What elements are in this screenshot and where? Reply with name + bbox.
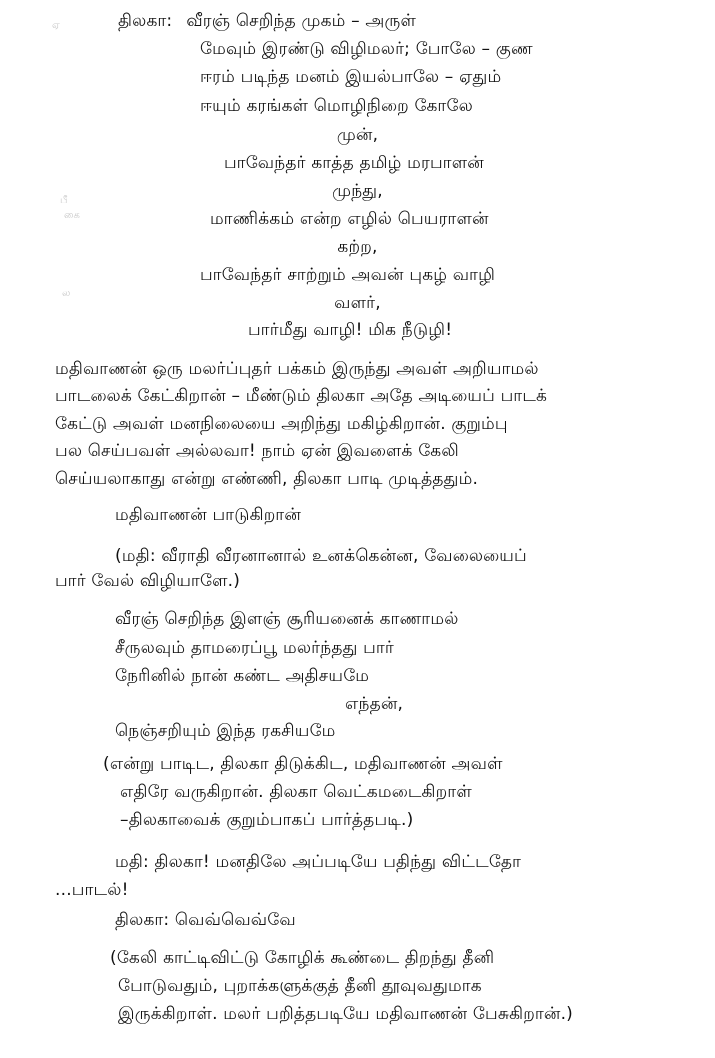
stage-direction-line-3: –திலகாவைக் குறும்பாகப் பார்த்தபடி.) [120,810,414,830]
song1-line-11: வளர், [334,293,381,313]
song1-line-2: மேவும் இரண்டு விழிமலர்; போலே – குண [200,39,533,59]
stage-direction-line-2: எதிரே வருகிறான். திலகா வெட்கமடைகிறாள் [120,782,472,802]
speaker-label: திலகா: [118,11,173,31]
song2-line-1: வீரஞ் செறிந்த இளஞ் சூரியனைக் காணாமல் [115,609,459,629]
song1-line-3: ஈரம் படிந்த மனம் இயல்பாலே – ஏதும் [200,67,502,87]
scan-smudge: கை [64,210,80,221]
scan-smudge: ஏ [52,20,60,31]
song2-line-4: எந்தன், [345,694,404,714]
song1-line-7: முந்து, [332,181,383,201]
song2-line-5: நெஞ்சறியும் இந்த ரகசியமே [115,721,336,741]
song1-line-9: கற்ற, [337,237,378,257]
tune-note-line-2: பார் வேல் விழியாளே.) [55,571,241,591]
narration-line-4: பல செய்பவள் அல்லவா! நாம் ஏன் இவளைக் கேலி [55,441,459,461]
narration-line-1: மதிவாணன் ஒரு மலர்ப்புதர் பக்கம் இருந்து அவள் அறியாமல் [55,359,539,379]
dialogue-madhi-line-2: ...பாடல்! [55,880,129,900]
song1-line-10: பாவேந்தர் சாற்றும் அவன் புகழ் வாழி [200,265,496,285]
dialogue-madhi-line-1: மதி: திலகா! மனதிலே அப்படியே பதிந்து விட்டதோ [115,852,522,872]
narration-line-2: பாடலைக் கேட்கிறான் – மீண்டும் திலகா அதே அடியைப் பாடக் [55,386,548,406]
narration-line-3: கேட்டு அவள் மனநிலையை அறிந்து மகிழ்கிறான். குறும்பு [55,414,508,434]
stage-direction2-line-2: போடுவதும், புறாக்களுக்குத் தீனி தூவுவதுமாக [118,976,482,996]
dialogue-thilaka: திலகா: வெவ்வெவ்வே [115,910,296,930]
tune-note-line-1: (மதி: வீராதி வீரனானால் உனக்கென்ன, வேலையைப் [115,546,527,566]
song1-line-8: மாணிக்கம் என்ற எழில் பெயராளன் [210,209,489,229]
song2-line-2: சீருலவும் தாமரைப்பூ மலர்ந்தது பார் [115,638,394,658]
scan-smudge: பீ [60,195,68,206]
stage-direction2-line-1: (கேலி காட்டிவிட்டு கோழிக் கூண்டை திறந்து தீனி [110,948,495,968]
scan-smudge: ல [62,288,71,299]
verse-text: வீரஞ் செறிந்த முகம் – அருள் [186,11,417,31]
song1-line-6: பாவேந்தர் காத்த தமிழ் மரபாளன் [224,153,484,173]
song1-line-12: பார்மீது வாழி! மிக நீடுழி! [248,320,453,340]
narration-line-5: செய்யலாகாது என்று எண்ணி, திலகா பாடி முடித்ததும். [55,469,479,489]
stage-direction-line-1: (என்று பாடிட, திலகா திடுக்கிட, மதிவாணன் அவள் [103,754,503,774]
song1-line-1 [118,9,416,33]
song1-line-5: முன், [336,125,379,145]
song1-line-4: ஈயும் கரங்கள் மொழிநிறை கோலே [200,96,473,116]
stage-direction2-line-3: இருக்கிறாள். மலர் பறித்தபடியே மதிவாணன் பேசுகிறான்.) [118,1004,574,1024]
madhi-sings-heading: மதிவாணன் பாடுகிறான் [115,505,302,525]
song2-line-3: நேரினில் நான் கண்ட அதிசயமே [115,666,370,686]
